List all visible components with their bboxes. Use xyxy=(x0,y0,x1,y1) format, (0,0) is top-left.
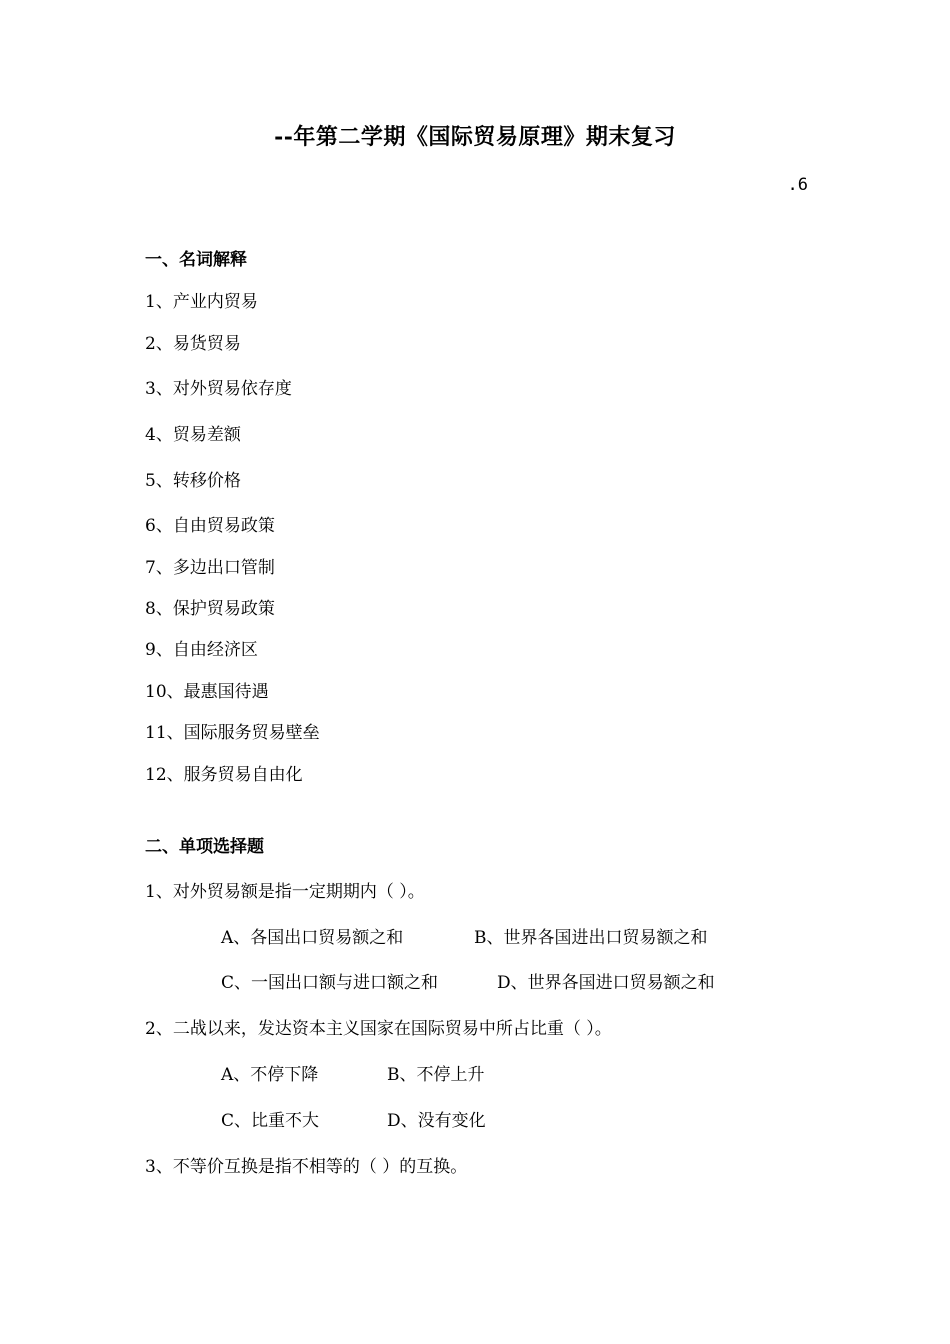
document-date: .6 xyxy=(787,175,808,195)
list-item: 3、对外贸易依存度 xyxy=(145,379,292,399)
list-item: 5、转移价格 xyxy=(145,471,241,491)
list-item: 8、保护贸易政策 xyxy=(145,599,275,619)
list-item: 1、产业内贸易 xyxy=(145,292,258,312)
option-a: A、各国出口贸易额之和 xyxy=(221,928,404,948)
list-item: 6、自由贸易政策 xyxy=(145,516,275,536)
option-d: D、没有变化 xyxy=(387,1111,486,1131)
question-stem: 3、不等价互换是指不相等的（ ）的互换。 xyxy=(145,1157,468,1177)
list-item: 12、服务贸易自由化 xyxy=(145,765,303,785)
list-item: 11、国际服务贸易壁垒 xyxy=(145,723,320,743)
section-heading-terms: 一、名词解释 xyxy=(145,250,247,270)
option-d: D、世界各国进口贸易额之和 xyxy=(497,973,715,993)
option-c: C、一国出口额与进口额之和 xyxy=(221,973,439,993)
list-item: 10、最惠国待遇 xyxy=(145,682,269,702)
option-b: B、世界各国进出口贸易额之和 xyxy=(474,928,708,948)
option-c: C、比重不大 xyxy=(221,1111,320,1131)
option-a: A、不停下降 xyxy=(221,1065,319,1085)
question-stem: 2、二战以来，发达资本主义国家在国际贸易中所占比重（ ）。 xyxy=(145,1019,612,1039)
list-item: 4、贸易差额 xyxy=(145,425,241,445)
list-item: 2、易货贸易 xyxy=(145,334,241,354)
list-item: 9、自由经济区 xyxy=(145,640,258,660)
document-title: --年第二学期《国际贸易原理》期末复习 xyxy=(274,124,676,150)
list-item: 7、多边出口管制 xyxy=(145,558,275,578)
question-stem: 1、对外贸易额是指一定期期内（ ）。 xyxy=(145,882,425,902)
section-heading-choice: 二、单项选择题 xyxy=(145,837,264,857)
option-b: B、不停上升 xyxy=(387,1065,485,1085)
